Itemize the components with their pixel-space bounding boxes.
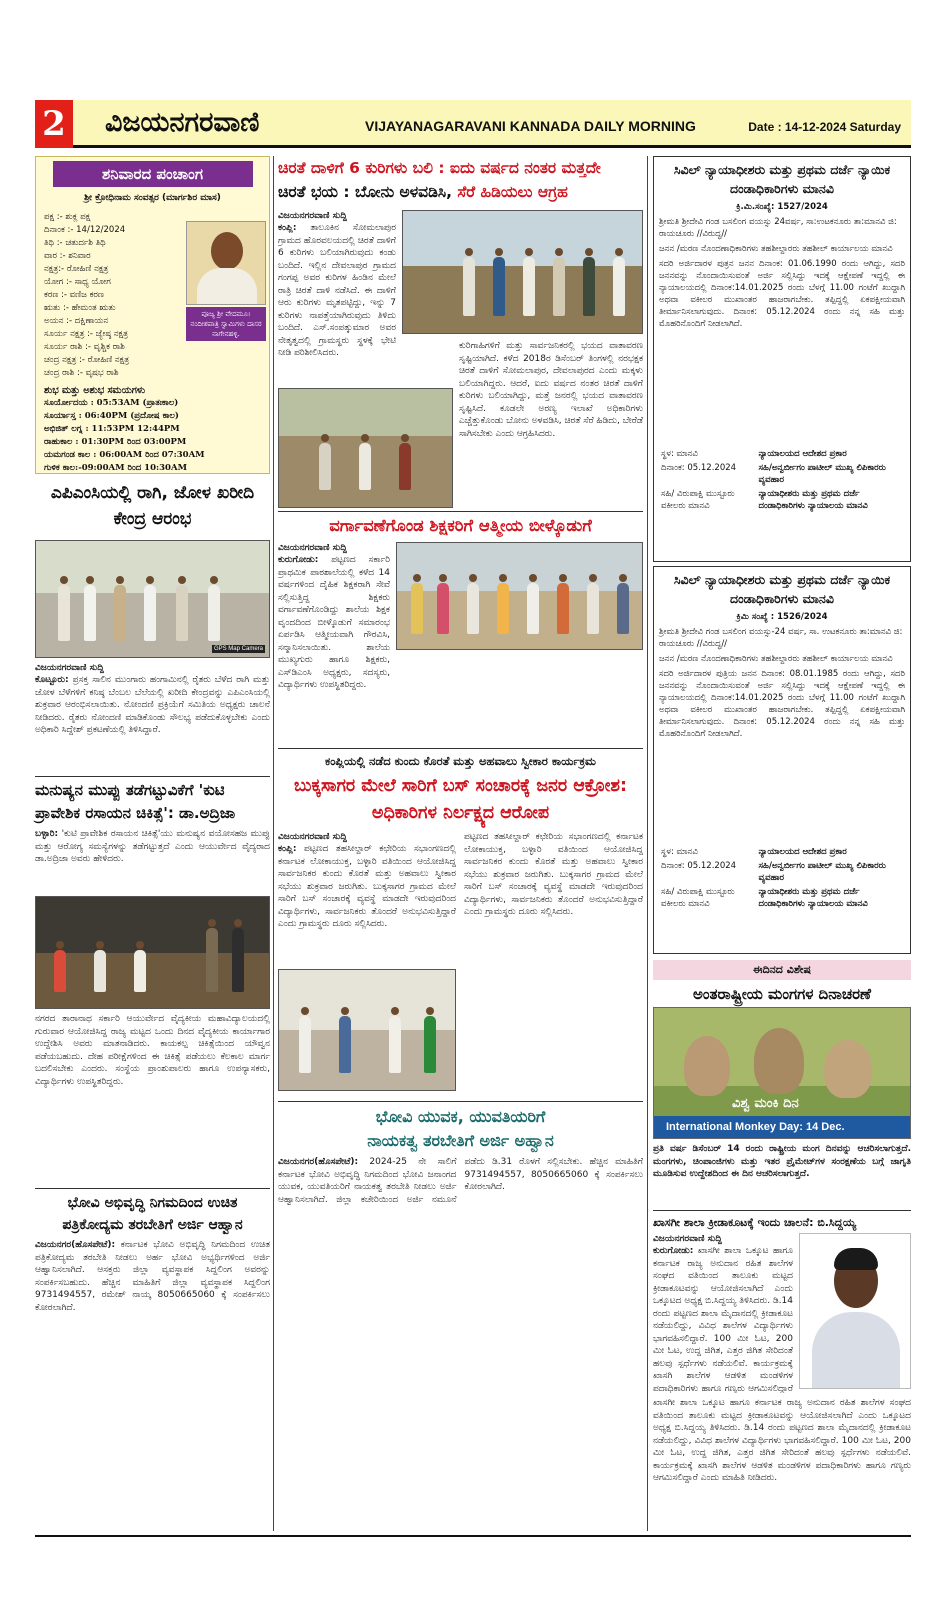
article-subhead: ಕಂಪ್ಲಿಯಲ್ಲಿ ನಡೆದ ಕುಂದು ಕೊರತೆ ಮತ್ತು ಅಹವಾಲು ಸ್ವೀಕಾರ ಕಾರ್ಯಕ್ರಮ (325, 754, 596, 768)
article-body (653, 1233, 793, 1393)
newspaper-name-kannada: ವಿಜಯನಗರವಾಣಿ (105, 107, 260, 138)
article-dateline: ಕಂಪ್ಲಿ: (278, 223, 297, 233)
workshop-photo (35, 896, 270, 1009)
article-dateline: ಕೊಟ್ಟೂರು: (35, 675, 69, 685)
article-headline: ಮನುಷ್ಯನ ಮುಪ್ಪು ತಡೆಗಟ್ಟುವಿಕೆಗೆ 'ಕುಟಿ ಪ್ರಾವೇಶಿಕ ರಸಾಯನ ಚಿಕಿತ್ಸೆ': ಡಾ.ಅದ್ರಿಜಾ (35, 781, 236, 822)
notice-respondent: ಜನನ /ಮರಣ ನೊಂದಣಾಧಿಕಾರಿಗಳು ತಹಶೀಲ್ದಾರರು ತಹಶೀಲ್ ಕಾರ್ಯಾಲಯ ಮಾನವಿ (659, 244, 893, 254)
headline-part: ಚಿರತೆ ಭಯ : ಬೋನು ಅಳವಡಿಸಿ, (278, 183, 452, 201)
article-text: ಪಟ್ಟಣದ ತಹಸೀಲ್ದಾರ್ ಕಛೇರಿಯ ಸಭಾಂಗಣದಲ್ಲಿ ಕರ್ನಾಟಕ ಲೋಕಾಯುಕ್ತ, ಬಳ್ಳಾರಿ ವತಿಯಿಂದ ಆಯೋಜಿಸಿದ್ದ ಸಾರ್ವಜನಿಕರ ಕುಂದು ಕೊರತೆ ಮತ್ತು ಅಹವಾಲು ಸ್ವೀಕಾರ ಸಭೆಯು ಶುಕ್ರವಾರ ಜರುಗಿತು. ಬುಕ್ಕಸಾಗರ ಗ್ರಾಮದ ಮೇಲೆ ಸಾರಿಗೆ ಬಸ್ ಸಂಚಾರಕ್ಕೆ ವ್ಯವಸ್ಥೆ ಮಾಡದೇ ಇರುವುದರಿಂದ ವಿದ್ಯಾರ್ಥಿಗಳು, ಸಾರ್ವಜನಿಕರು ತೊಂದರೆ ಅನುಭವಿಸುತ್ತಿದ್ದಾರೆ ಎಂದು ಗ್ರಾಮಸ್ಥರು ದೂರು ಸಲ್ಲಿಸಿದರು. (464, 832, 643, 917)
article-headline: ವರ್ಗಾವಣೆಗೊಂಡ ಶಿಕ್ಷಕರಿಗೆ ಆತ್ಮೀಯ ಬೀಳ್ಕೊಡುಗೆ (329, 516, 592, 535)
article-byline: ವಿಜಯನಗರವಾಣಿ ಸುದ್ದಿ (278, 832, 347, 842)
article-byline: ವಿಜಯನಗರವಾಣಿ ಸುದ್ದಿ (35, 663, 104, 673)
time-row: ಸೂರ್ಯೋದಯ : 05:53AM (ಪ್ರಾತಃಕಾಲ) (44, 398, 179, 408)
article-headline: ಭೋವಿ ಯುವಕ, ಯುವತಿಯರಿಗೆ (375, 1107, 546, 1126)
notice-order: ನ್ಯಾಯಾಲಯದ ಆದೇಶದ ಪ್ರಕಾರ (758, 847, 847, 857)
article-dateline: ಕುರುಗೋಡು: (653, 1246, 694, 1256)
article-dateline: ವಿಜಯನಗರ(ಹೊಸಪೇಟೆ): (35, 1240, 116, 1250)
notice-date: ದಿನಾಂಕ: 05.12.2024 (661, 861, 737, 871)
panchanga-row: ತಿಥಿ :- ಚತುರ್ದಶಿ ತಿಥಿ (44, 238, 106, 248)
case-number: ಕ್ರಿಮಿ ಸಂಖ್ಯೆ : 1526/2024 (736, 612, 828, 622)
article-headline: ನಾಯಕತ್ವ ತರಬೇತಿಗೆ ಅರ್ಜಿ ಅಹ್ವಾನ (367, 1131, 554, 1150)
article-body (35, 1239, 270, 1429)
article-headline (278, 180, 643, 204)
article-text: ಪಟ್ಟಣದ ಸರ್ಕಾರಿ ಪ್ರಾಥಮಿಕ ಪಾಠಶಾಲೆಯಲ್ಲಿ ಕಳೆದ 14 ವರ್ಷಗಳಿಂದ ದೈಹಿಕ ಶಿಕ್ಷಕರಾಗಿ ಸೇವೆ ಸಲ್ಲಿಸುತ್ತಿದ್ದ ಶಿಕ್ಷಕರು ವರ್ಗಾವಣೆಗೊಂಡಿದ್ದು ಶಾಲೆಯ ಶಿಕ್ಷಕ ವೃಂದದಿಂದ ಬೀಳ್ಕೊಡುಗೆ ಸಮಾರಂಭ ಏರ್ಪಡಿಸಿ ಆತ್ಮೀಯವಾಗಿ ಗೌರವಿಸಿ, ಸನ್ಮಾನಿಸಲಾಯಿತು. ಶಾಲೆಯ ಮುಖ್ಯಗುರು ಹಾಗೂ ಶಿಕ್ಷಕರು, ಎಸ್‌ಡಿಎಂಸಿ ಅಧ್ಯಕ್ಷರು, ಸದಸ್ಯರು, ವಿದ್ಯಾರ್ಥಿಗಳು ಉಪಸ್ಥಿತರಿದ್ದರು. (278, 555, 390, 690)
court-notice-2 (653, 566, 911, 954)
article-dateline: ವಿಜಯನಗರ(ಹೊಸಪೇಟೆ): (278, 1157, 359, 1167)
article-body (464, 831, 643, 1099)
monkey-day-english: International Monkey Day: 14 Dec. (654, 1116, 910, 1138)
article-dateline: ಕಂಪ್ಲಿ: (278, 844, 297, 854)
notice-parties: ಶ್ರೀಮತಿ ಶ್ರೀದೇವಿ ಗಂಡ ಬಸಲಿಂಗ ವಯಸ್ಸು 24ವರ್ಷ, ಸಾ:ಉಟಕನೂರು ತಾ:ಮಾನವಿ ಜಿ: ರಾಯಚೂರು //ವಿರುದ್ಧ// (659, 217, 897, 239)
article-text: ಪ್ರಸಕ್ತ ಸಾಲಿನ ಮುಂಗಾರು ಹಂಗಾಮಿನಲ್ಲಿ ರೈತರು ಬೆಳೆದ ರಾಗಿ ಮತ್ತು ಜೋಳ ಬೆಳೆಗಳಿಗೆ ಕನಿಷ್ಠ ಬೆಂಬಲ ಬೆಲೆಯಲ್ಲಿ ಖರೀದಿ ಕೇಂದ್ರವನ್ನು ಎಪಿಎಂಸಿಯಲ್ಲಿ ಶುಕ್ರವಾರ ಆರಂಭಿಸಲಾಯಿತು. ನೋಂದಣಿ ಪ್ರಕ್ರಿಯೆಗೆ ಸಮಿತಿಯ ಅಧ್ಯಕ್ಷರು ಚಾಲನೆ ನೀಡಿದರು. ರೈತರು ನೋಂದಣಿ ಮಾಡಿಕೊಂಡು ಸೌಲಭ್ಯ ಪಡೆದುಕೊಳ್ಳಬೇಕು ಎಂದು ಅಧಿಕಾರಿ ಸಿದ್ದೇಶ್ ಪ್ರಕಟಣೆಯಲ್ಲಿ ತಿಳಿಸಿದ್ದಾರೆ. (35, 675, 270, 735)
sports-article (653, 1210, 911, 1533)
notice-signatures (659, 447, 905, 513)
article-byline: ವಿಜಯನಗರವಾಣಿ ಸುದ್ದಿ (278, 211, 347, 221)
masthead (35, 100, 911, 148)
article-headline: ಚಿರತೆ ದಾಳಿಗೆ 6 ಕುರಿಗಳು ಬಲಿ : ಐದು ವರ್ಷದ ನಂತರ ಮತ್ತದೇ (278, 159, 601, 177)
page-number: 2 (35, 100, 73, 148)
panchanga-row: ಸೂರ್ಯ ನಕ್ಷತ್ರ :- ಜ್ಯೇಷ್ಠ ನಕ್ಷತ್ರ (44, 329, 129, 339)
article-text: ಕುರಿಗಾಹಿಗಳಿಗೆ ಮತ್ತು ಸಾರ್ವಜನಿಕರಲ್ಲಿ ಭಯದ ವಾತಾವರಣ ಸೃಷ್ಟಿಯಾಗಿದೆ. ಕಳೆದ 2018ರ ಡಿಸೆಂಬರ್ ತಿಂಗಳಲ್ಲಿ ನರಭಕ್ಷಕ ಚಿರತೆ ದಾಳಿಗೆ ಸೋಮಲಾಪುರ, ದೇವಲಾಪುರದ ಎಂದು ಮಕ್ಕಳು ಬಲಿಯಾಗಿದ್ದರು. ಆದರೆ, ಐದು ವರ್ಷದ ನಂತರ ಚಿರತೆ ದಾಳಿಗೆ ಕುರಿಗಳು ಬಲಿಯಾಗಿದ್ದು, ಮತ್ತೆ ಜನರಲ್ಲಿ ಭಯದ ವಾತಾವರಣ ಸೃಷ್ಟಿಸಿದೆ. ಕೂಡಲೇ ಅರಣ್ಯ ಇಲಾಖೆ ಅಧಿಕಾರಿಗಳು ಎಚ್ಚೆತ್ತುಕೊಂಡು ಬೋನು ಅಳವಡಿಸಿ, ಚಿರತೆ ಸೆರೆ ಹಿಡಿದು, ಬೇರೆಡೆ ಸಾಗಿಸಬೇಕು ಎಂದು ಆಗ್ರಹಿಸಿದರು. (459, 341, 643, 439)
article-text: ಕರ್ನಾಟಕ ಭೋವಿ ಅಭಿವೃದ್ಧಿ ನಿಗಮದಿಂದ ಉಚಿತ ಪತ್ರಿಕೋದ್ಯಮ ತರಬೇತಿ ನೀಡಲು ಅರ್ಹ ಭೋವಿ ಅಭ್ಯರ್ಥಿಗಳಿಂದ ಅರ್ಜಿ ಆಹ್ವಾನಿಸಲಾಗಿದೆ. ಆಸಕ್ತರು ಜಿಲ್ಲಾ ವ್ಯವಸ್ಥಾಪಕ ಸಿದ್ದಲಿಂಗ ಅವರನ್ನು ಸಂಪರ್ಕಿಸಬಹುದು. ಹೆಚ್ಚಿನ ಮಾಹಿತಿಗೆ ಜಿಲ್ಲಾ ವ್ಯವಸ್ಥಾಪಕ ಸಿದ್ದಲಿಂಗ 9731494557, ರಮೇಶ್ ನಾಯ್ಕ 8050665060 ಕ್ಕೆ ಸಂಪರ್ಕಿಸಲು ಕೋರಲಾಗಿದೆ. (35, 1240, 270, 1313)
times-title: ಶುಭ ಮತ್ತು ಅಶುಭ ಸಮಯಗಳು (44, 385, 146, 396)
article-body (35, 1013, 270, 1188)
time-row: ರಾಹುಕಾಲ : 01:30PM ರಿಂದ 03:00PM (44, 437, 187, 447)
notice-magistrate: ನ್ಯಾಯಾಧೀಶರು ಮತ್ತು ಪ್ರಥಮ ದರ್ಜೆ ದಂಡಾಧಿಕಾರಿಗಳು ನ್ಯಾಯಾಲಯ ಮಾನವಿ (758, 489, 868, 511)
article-body (35, 662, 270, 772)
time-row: ಸೂರ್ಯಾಸ್ತ : 06:40PM (ಪ್ರದೋಷ ಕಾಲ) (44, 411, 179, 421)
article-body (653, 1397, 911, 1533)
leopard-article (278, 156, 643, 1238)
article-text: 2024-25 ನೇ ಸಾಲಿಗೆ ಕರ್ನಾಟಕ ಭೋವಿ ಅಭಿವೃದ್ಧಿ ನಿಗಮದಿಂದ ಭೋವಿ ಜನಾಂಗದ ಯುವಕ, ಯುವತಿಯರಿಗೆ ನಾಯಕತ್ವ ತರಬೇತಿ ನೀಡಲು ಅರ್ಜಿ ಆಹ್ವಾನಿಸಲಾಗಿದೆ. ಜಿಲ್ಲಾ ಕಚೇರಿಯಿಂದ ಅರ್ಜಿ ನಮೂನೆ ಪಡೆದು ಡಿ.31 ರೊಳಗೆ ಸಲ್ಲಿಸಬೇಕು. ಹೆಚ್ಚಿನ ಮಾಹಿತಿಗೆ 9731494557, 8050665060 ಕ್ಕೆ ಸಂಪರ್ಕಿಸಲು ಕೋರಲಾಗಿದೆ. (278, 1157, 643, 1205)
notice-place: ಸ್ಥಳ: ಮಾನವಿ (661, 847, 698, 857)
article-body (459, 340, 643, 508)
article-text: ಖಾಸಗೀ ಶಾಲಾ ಒಕ್ಕೂಟ ಹಾಗೂ ಕರ್ನಾಟಕ ರಾಜ್ಯ ಅನುದಾನ ರಹಿತ ಶಾಲೆಗಳ ಸಂಘದ ವತಿಯಿಂದ ತಾಲೂಕು ಮಟ್ಟದ ಕ್ರೀಡಾಕೂಟವನ್ನು ಆಯೋಜಿಸಲಾಗಿದೆ ಎಂದು ಒಕ್ಕೂಟದ ಅಧ್ಯಕ್ಷ ಬಿ.ಸಿದ್ದಯ್ಯ ತಿಳಿಸಿದರು. ಡಿ.14 ರಂದು ಪಟ್ಟಣದ ಶಾಲಾ ಮೈದಾನದಲ್ಲಿ ಕ್ರೀಡಾಕೂಟ ನಡೆಯಲಿದ್ದು, ವಿವಿಧ ಶಾಲೆಗಳ ವಿದ್ಯಾರ್ಥಿಗಳು ಭಾಗವಹಿಸಲಿದ್ದಾರೆ. 100 ಮೀ ಓಟ, 200 ಮೀ ಓಟ, ಉದ್ದ ಜಿಗಿತ, ಎತ್ತರ ಜಿಗಿತ ಸೇರಿದಂತೆ ಹಲವು ಸ್ಪರ್ಧೆಗಳು ನಡೆಯಲಿವೆ. ಕಾರ್ಯಕ್ರಮಕ್ಕೆ ಖಾಸಗಿ ಶಾಲೆಗಳ ಆಡಳಿತ ಮಂಡಳಿಗಳ ಪದಾಧಿಕಾರಿಗಳು ಹಾಗೂ ಗಣ್ಯರು ಆಗಮಿಸಲಿದ್ದಾರೆ (653, 1246, 793, 1393)
monkey-day-text: ಪ್ರತಿ ವರ್ಷ ಡಿಸೆಂಬರ್ 14 ರಂದು ರಾಷ್ಟ್ರೀಯ ಮಂಗ ದಿನವನ್ನು ಆಚರಿಸಲಾಗುತ್ತದೆ. ಮಂಗಗಳು, ಚಿಂಪಾಂಜಿಗಳು ಮತ್ತು ಇತರ ಪ್ರೈಮೇಟ್‌ಗಳ ಸಂರಕ್ಷಣೆಯ ಬಗ್ಗೆ ಜಾಗೃತಿ ಮೂಡಿಸುವ ಉದ್ದೇಶದಿಂದ ಈ ದಿನ ಆಚರಿಸಲಾಗುತ್ತದೆ. (653, 1144, 911, 1179)
notice-advocate: ಸಹಿ/ ವಿರುಪಾಕ್ಷಿ ಮುಸ್ಟೂರು ವಕೀಲರು ಮಾನವಿ (661, 489, 735, 511)
monkey-day-photo (653, 1007, 911, 1139)
panchanga-row: ಪಕ್ಷ :- ಶುಕ್ಲ ಪಕ್ಷ (44, 212, 91, 222)
headline-part: ಸೆರೆ ಹಿಡಿಯಲು ಆಗ್ರಹ (457, 183, 568, 201)
time-row: ಗುಳಿಕ ಕಾಲ:-09:00AM ರಿಂದ 10:30AM (44, 463, 187, 473)
notice-place: ಸ್ಥಳ: ಮಾನವಿ (661, 449, 698, 459)
issue-date: Date : 14-12-2024 Saturday (748, 120, 901, 134)
notice-date: ದಿನಾಂಕ: 05.12.2024 (661, 463, 737, 473)
farewell-photo (396, 542, 643, 650)
monkey-day-label: ವಿಶ್ವ ಮಂಕಿ ದಿನ (732, 1096, 799, 1111)
panchanga-row: ಚಂದ್ರ ರಾಶಿ :- ವೃಷಭ ರಾಶಿ (44, 368, 119, 378)
apmc-photo (35, 540, 270, 658)
article-text: ಪಟ್ಟಣದ ತಹಸೀಲ್ದಾರ್ ಕಛೇರಿಯ ಸಭಾಂಗಣದಲ್ಲಿ ಕರ್ನಾಟಕ ಲೋಕಾಯುಕ್ತ, ಬಳ್ಳಾರಿ ವತಿಯಿಂದ ಆಯೋಜಿಸಿದ್ದ ಸಾರ್ವಜನಿಕರ ಕುಂದು ಕೊರತೆ ಮತ್ತು ಅಹವಾಲು ಸ್ವೀಕಾರ ಸಭೆಯು ಶುಕ್ರವಾರ ಜರುಗಿತು. ಬುಕ್ಕಸಾಗರ ಗ್ರಾಮದ ಮೇಲೆ ಸಾರಿಗೆ ಬಸ್ ಸಂಚಾರಕ್ಕೆ ವ್ಯವಸ್ಥೆ ಮಾಡದೇ ಇರುವುದರಿಂದ ವಿದ್ಯಾರ್ಥಿಗಳು, ಸಾರ್ವಜನಿಕರು ತೊಂದರೆ ಅನುಭವಿಸುತ್ತಿದ್ದಾರೆ ಎಂದು ಗ್ರಾಮಸ್ಥರು ದೂರು ಸಲ್ಲಿಸಿದರು. (278, 844, 456, 929)
notice-body: ಸದರಿ ಅರ್ಜಿದಾರಳ ಪುತ್ರಿಯ ಜನನ ದಿನಾಂಕ: 08.01.1985 ರಂದು ಆಗಿದ್ದು, ಸದರಿ ಜನನವನ್ನು ನೊಂದಾಯಿಸುವಂತೆ ಅರ್ಜಿ ಸಲ್ಲಿಸಿದ್ದು ಇದಕ್ಕೆ ಆಕ್ಷೇಪಣೆ ಇದ್ದಲ್ಲಿ ಈ ನ್ಯಾಯಾಲಯದಲ್ಲಿ ದಿನಾಂಕ:14.01.2025 ರಂದು ಬೆಳಗ್ಗೆ 11.00 ಗಂಟೆಗೆ ಖುದ್ದಾಗಿ ಅಥವಾ ವಕೀಲರ ಮುಖಾಂತರ ಹಾಜರಾಗಬೇಕು. ತಪ್ಪಿದ್ದಲ್ಲಿ ಏಕಪಕ್ಷೀಯವಾಗಿ ತೀರ್ಮಾನಿಸಲಾಗುವುದು. ದಿನಾಂಕ: 05.12.2024 ರಂದು ನನ್ನ ಸಹಿ ಮತ್ತು ಮೊಹರಿನೊಂದಿಗೆ ನೀಡಲಾಗಿದೆ. (659, 669, 905, 739)
newspaper-name-english: VIJAYANAGARAVANI KANNADA DAILY MORNING (365, 118, 696, 134)
notice-order: ನ್ಯಾಯಾಲಯದ ಆದೇಶದ ಪ್ರಕಾರ (758, 449, 847, 459)
time-row: ಯಮಗಂಡ ಕಾಲ : 06:00AM ರಿಂದ 07:30AM (44, 450, 205, 460)
article-body (278, 831, 456, 965)
notice-title: ಸಿವಿಲ್ ನ್ಯಾಯಾಧೀಶರು ಮತ್ತು ಪ್ರಥಮ ದರ್ಜೆ ನ್ಯಾಯಿಕ ದಂಡಾಧಿಕಾರಿಗಳು ಮಾನವಿ (673, 572, 891, 606)
article-text: ನಗರದ ತಾರಾನಾಥ ಸರ್ಕಾರಿ ಆಯುರ್ವೇದ ವೈದ್ಯಕೀಯ ಮಹಾವಿದ್ಯಾಲಯದಲ್ಲಿ ಗುರುವಾರ ಆಯೋಜಿಸಿದ್ದ ರಾಜ್ಯ ಮಟ್ಟದ ಒಂದು ದಿನದ ವೈದ್ಯಕೀಯ ಕಾರ್ಯಾಗಾರ ಉದ್ದೇಶಿಸಿ ಅವರು ಮಾತನಾಡಿದರು. ಕಾಯಕಲ್ಪ ಚಿಕಿತ್ಸೆಯಿಂದ ಯೌವ್ವನ ಪಡೆಯಬಹುದು. ದೇಹ ಪರೀಕ್ಷೆಗಳಿಂದ ಈ ಚಿಕಿತ್ಸೆ ಪಡೆಯಲು ಕೆಲಕಾಲ ಮಾರ್ಗ ಬದಲಿಸಬೇಕು ಎಂದರು. ಸಂಸ್ಥೆಯ ಪ್ರಾಂಶುಪಾಲರು ಹಾಗೂ ಉಪನ್ಯಾಸಕರು, ವಿದ್ಯಾರ್ಥಿಗಳು ಉಪಸ್ಥಿತರಿದ್ದರು. (35, 1014, 270, 1087)
sheep-carcass-photo (402, 210, 643, 334)
panchanga-box (35, 156, 270, 474)
panchanga-row: ದಿನಾಂಕ :- 14/12/2024 (44, 225, 126, 235)
article-headline: ಬುಕ್ಕಸಾಗರ ಮೇಲೆ ಸಾರಿಗೆ ಬಸ್ ಸಂಚಾರಕ್ಕೆ ಜನರ ಆಕ್ರೋಶ: ಅಧಿಕಾರಿಗಳ ನಿರ್ಲಕ್ಷ್ಯದ ಆರೋಪ (294, 776, 627, 823)
column-divider (273, 156, 274, 1531)
article-body (278, 542, 390, 748)
article-byline: ವಿಜಯನಗರವಾಣಿ ಸುದ್ದಿ (278, 543, 347, 553)
panchanga-details (44, 211, 184, 380)
article-text: 'ಕುಟಿ ಪ್ರಾವೇಶಿಕ ರಸಾಯನ ಚಿಕಿತ್ಸೆ'ಯು ಮನುಷ್ಯನ ವಯೋಸಹಜ ಮುಪ್ಪು ಮತ್ತು ಆರೋಗ್ಯ ಸಮಸ್ಯೆಗಳನ್ನು ತಡೆಗಟ್ಟುತ್ತದೆ ಎಂದು ಆಯುರ್ವೇದ ವೈದ್ಯರಾದ ಡಾ.ಅದ್ರಿಜಾ ಅವರು ಹೇಳಿದರು. (35, 829, 270, 864)
panchanga-row: ಸೂರ್ಯ ರಾಶಿ :- ವೃಶ್ಚಿಕ ರಾಶಿ (44, 342, 125, 352)
notice-clerk: ಸಹಿ/ಅನ್ವರ್ಬೀಗಂ ಪಾಟೀಲ್ ಮುಖ್ಯ ಲಿಪಿಕಾರರು ವ್ಯವಹಾರ (758, 463, 886, 485)
apmc-article (35, 480, 270, 1429)
page-bottom-rule (35, 1535, 911, 1537)
article-body (35, 828, 270, 892)
article-headline: ಖಾಸಗೀ ಶಾಲಾ ಕ್ರೀಡಾಕೂಟಕ್ಕೆ ಇಂದು ಚಾಲನೆ: ಬಿ.ಸಿದ್ದಯ್ಯ (653, 1216, 857, 1229)
grievance-meeting-photo (278, 969, 456, 1091)
special-day-title: ಅಂತರಾಷ್ಟ್ರೀಯ ಮಂಗಗಳ ದಿನಾಚರಣೆ (693, 985, 871, 1003)
notice-signatures (659, 845, 905, 911)
article-headline: ಭೋವಿ ಅಭಿವೃದ್ಧಿ ನಿಗಮದಿಂದ ಉಚಿತ ಪತ್ರಿಕೋದ್ಯಮ ತರಬೇತಿಗೆ ಅರ್ಜಿ ಆಹ್ವಾನ (62, 1195, 243, 1233)
article-text: ತಾಲೂಕಿನ ಸೋಮಲಾಪುರ ಗ್ರಾಮದ ಹೊರವಲಯದಲ್ಲಿ ಚಿರತೆ ದಾಳಿಗೆ 6 ಕುರಿಗಳು ಬಲಿಯಾಗಿರುವುದು ಕಂಡು ಬಂದಿದೆ. ಇಲ್ಲಿನ ದೇವಲಾಪುರ ಗ್ರಾಮದ ಗಂಗಪ್ಪ ಅವರ ಕುರಿಗಳ ಹಿಂಡಿನ ಮೇಲೆ ರಾತ್ರಿ ಚಿರತೆ ದಾಳಿ ನಡೆಸಿದೆ. ಈ ದಾಳಿಗೆ ಆರು ಕುರಿಗಳು ಮೃತಪಟ್ಟಿದ್ದು, ಇನ್ನು 7 ಕುರಿಗಳು ನಾಪತ್ತೆಯಾಗಿರುವುದು ತಿಳಿದು ಬಂದಿದೆ. ಎಸ್.ಸಂಪತ್ಕುಮಾರ ಅವರ ನೇತೃತ್ವದಲ್ಲಿ ಗ್ರಾಮಸ್ಥರು ಸ್ಥಳಕ್ಕೆ ಭೇಟಿ ನೀಡಿ ಪರಿಶೀಲಿಸಿದರು. (278, 223, 396, 358)
case-number: ಕ್ರಿ.ಮಿ.ಸಂಖ್ಯೆ: 1527/2024 (736, 202, 828, 212)
villagers-photo (278, 388, 453, 508)
notice-title: ಸಿವಿಲ್ ನ್ಯಾಯಾಧೀಶರು ಮತ್ತು ಪ್ರಥಮ ದರ್ಜೆ ನ್ಯಾಯಿಕ ದಂಡಾಧಿಕಾರಿಗಳು ಮಾನವಿ (673, 162, 891, 196)
panchanga-row: ನಕ್ಷತ್ರ:- ರೋಹಿಣಿ ನಕ್ಷತ್ರ (44, 264, 109, 274)
panchanga-title: ಶನಿವಾರದ ಪಂಚಾಂಗ (53, 161, 253, 187)
priest-caption: ಪೂಜ್ಯ ಶ್ರೀ ವೇದಮೂ। ನಂದೀಶಪಾತ್ರಿ ಸ್ವಾಮಿಗಳು ದಾಸರ ನಾಗೇನಹಳ್ಳಿ. (186, 307, 266, 341)
article-dateline: ಕುರುಗೋಡು: (278, 555, 319, 565)
panchanga-row: ಕರಣ :- ವಣಿಜ ಕರಣ (44, 290, 104, 300)
article-body (278, 210, 396, 385)
priest-photo (186, 221, 266, 305)
gps-watermark: GPS Map Camera (213, 646, 263, 652)
article-byline: ವಿಜಯನಗರವಾಣಿ ಸುದ್ದಿ (653, 1234, 722, 1244)
article-headline: ಎಪಿಎಂಸಿಯಲ್ಲಿ ರಾಗಿ, ಜೋಳ ಖರೀದಿ ಕೇಂದ್ರ ಆರಂಭ (50, 483, 255, 529)
article-dateline: ಬಳ್ಳಾರಿ: (35, 829, 59, 839)
panchanga-row: ಅಯನ :- ದಕ್ಷಿಣಾಯನ (44, 316, 109, 326)
panchanga-row: ಚಂದ್ರ ನಕ್ಷತ್ರ :- ರೋಹಿಣಿ ನಕ್ಷತ್ರ (44, 355, 130, 365)
notice-body: ಸದರಿ ಅರ್ಜಿದಾರಳ ಪುತ್ರನ ಜನನ ದಿನಾಂಕ: 01.06.1990 ರಂದು ಆಗಿದ್ದು, ಸದರಿ ಜನನವನ್ನು ನೊಂದಾಯಿಸುವಂತೆ ಅರ್ಜಿ ಸಲ್ಲಿಸಿದ್ದು ಇದಕ್ಕೆ ಆಕ್ಷೇಪಣೆ ಇದ್ದಲ್ಲಿ ಈ ನ್ಯಾಯಾಲಯದಲ್ಲಿ ದಿನಾಂಕ:14.01.2025 ರಂದು ಬೆಳಗ್ಗೆ 11.00 ಗಂಟೆಗೆ ಖುದ್ದಾಗಿ ಅಥವಾ ವಕೀಲರ ಮುಖಾಂತರ ಹಾಜರಾಗಬೇಕು. ತಪ್ಪಿದ್ದಲ್ಲಿ ಏಕಪಕ್ಷೀಯವಾಗಿ ತೀರ್ಮಾನಿಸಲಾಗುವುದು. ದಿನಾಂಕ: 05.12.2024 ರಂದು ನನ್ನ ಸಹಿ ಮತ್ತು ಮೊಹರಿನೊಂದಿಗೆ ನೀಡಲಾಗಿದೆ. (659, 259, 905, 329)
column-divider (647, 156, 648, 1531)
article-text: ಖಾಸಗೀ ಶಾಲಾ ಒಕ್ಕೂಟ ಹಾಗೂ ಕರ್ನಾಟಕ ರಾಜ್ಯ ಅನುದಾನ ರಹಿತ ಶಾಲೆಗಳ ಸಂಘದ ವತಿಯಿಂದ ತಾಲೂಕು ಮಟ್ಟದ ಕ್ರೀಡಾಕೂಟವನ್ನು ಆಯೋಜಿಸಲಾಗಿದೆ ಎಂದು ಒಕ್ಕೂಟದ ಅಧ್ಯಕ್ಷ ಬಿ.ಸಿದ್ದಯ್ಯ ತಿಳಿಸಿದರು. ಡಿ.14 ರಂದು ಪಟ್ಟಣದ ಶಾಲಾ ಮೈದಾನದಲ್ಲಿ ಕ್ರೀಡಾಕೂಟ ನಡೆಯಲಿದ್ದು, ವಿವಿಧ ಶಾಲೆಗಳ ವಿದ್ಯಾರ್ಥಿಗಳು ಭಾಗವಹಿಸಲಿದ್ದಾರೆ. 100 ಮೀ ಓಟ, 200 ಮೀ ಓಟ, ಉದ್ದ ಜಿಗಿತ, ಎತ್ತರ ಜಿಗಿತ ಸೇರಿದಂತೆ ಹಲವು ಸ್ಪರ್ಧೆಗಳು ನಡೆಯಲಿವೆ. ಕಾರ್ಯಕ್ರಮಕ್ಕೆ ಖಾಸಗಿ ಶಾಲೆಗಳ ಆಡಳಿತ ಮಂಡಳಿಗಳ ಪದಾಧಿಕಾರಿಗಳು ಹಾಗೂ ಗಣ್ಯರು ಆಗಮಿಸಲಿದ್ದಾರೆ ಎಂದು ಮಾಹಿತಿ ನೀಡಿದರು. (653, 1398, 911, 1483)
auspicious-times (44, 384, 266, 475)
article-body (278, 1156, 643, 1238)
notice-respondent: ಜನನ /ಮರಣ ನೊಂದಣಾಧಿಕಾರಿಗಳು ತಹಶೀಲ್ದಾರರು ತಹಶೀಲ್ ಕಾರ್ಯಾಲಯ ಮಾನವಿ (659, 654, 893, 664)
today-special-banner: ಈದಿನದ ವಿಶೇಷ (653, 960, 911, 980)
time-row: ಅಭಿಜಿತ್ ಲಗ್ನ : 11:53PM 12:44PM (44, 424, 180, 434)
notice-parties: ಶ್ರೀಮತಿ ಶ್ರೀದೇವಿ ಗಂಡ ಬಸಲಿಂಗ ವಯಸ್ಸು-24 ವರ್ಷ, ಸಾ. ಉಟಕನೂರು ತಾ:ಮಾನವಿ ಜಿ: ರಾಯಚೂರು //ವಿರುದ್ಧ// (659, 627, 903, 649)
panchanga-row: ಯೋಗ :- ಸಾಧ್ಯ ಯೋಗ (44, 277, 111, 287)
portrait-photo (799, 1233, 911, 1389)
notice-clerk: ಸಹಿ/ಅನ್ವರ್ಬೀಗಂ ಪಾಟೀಲ್ ಮುಖ್ಯ ಲಿಪಿಕಾರರು ವ್ಯವಹಾರ (758, 861, 886, 883)
panchanga-row: ಋತು :- ಹೇಮಂತ ಋತು (44, 303, 116, 313)
notice-magistrate: ನ್ಯಾಯಾಧೀಶರು ಮತ್ತು ಪ್ರಥಮ ದರ್ಜೆ ದಂಡಾಧಿಕಾರಿಗಳು ನ್ಯಾಯಾಲಯ ಮಾನವಿ (758, 887, 868, 909)
panchanga-row: ವಾರ :- ಶನಿವಾರ (44, 251, 91, 261)
panchanga-year: ಶ್ರೀ ಕ್ರೋಧಿನಾಮ ಸಂವತ್ಸರ (ಮಾರ್ಗಶಿರ ಮಾಸ) (84, 193, 221, 203)
notice-advocate: ಸಹಿ/ ವಿರುಪಾಕ್ಷಿ ಮುಸ್ಟೂರು ವಕೀಲರು ಮಾನವಿ (661, 887, 735, 909)
court-notice-1 (653, 156, 911, 562)
